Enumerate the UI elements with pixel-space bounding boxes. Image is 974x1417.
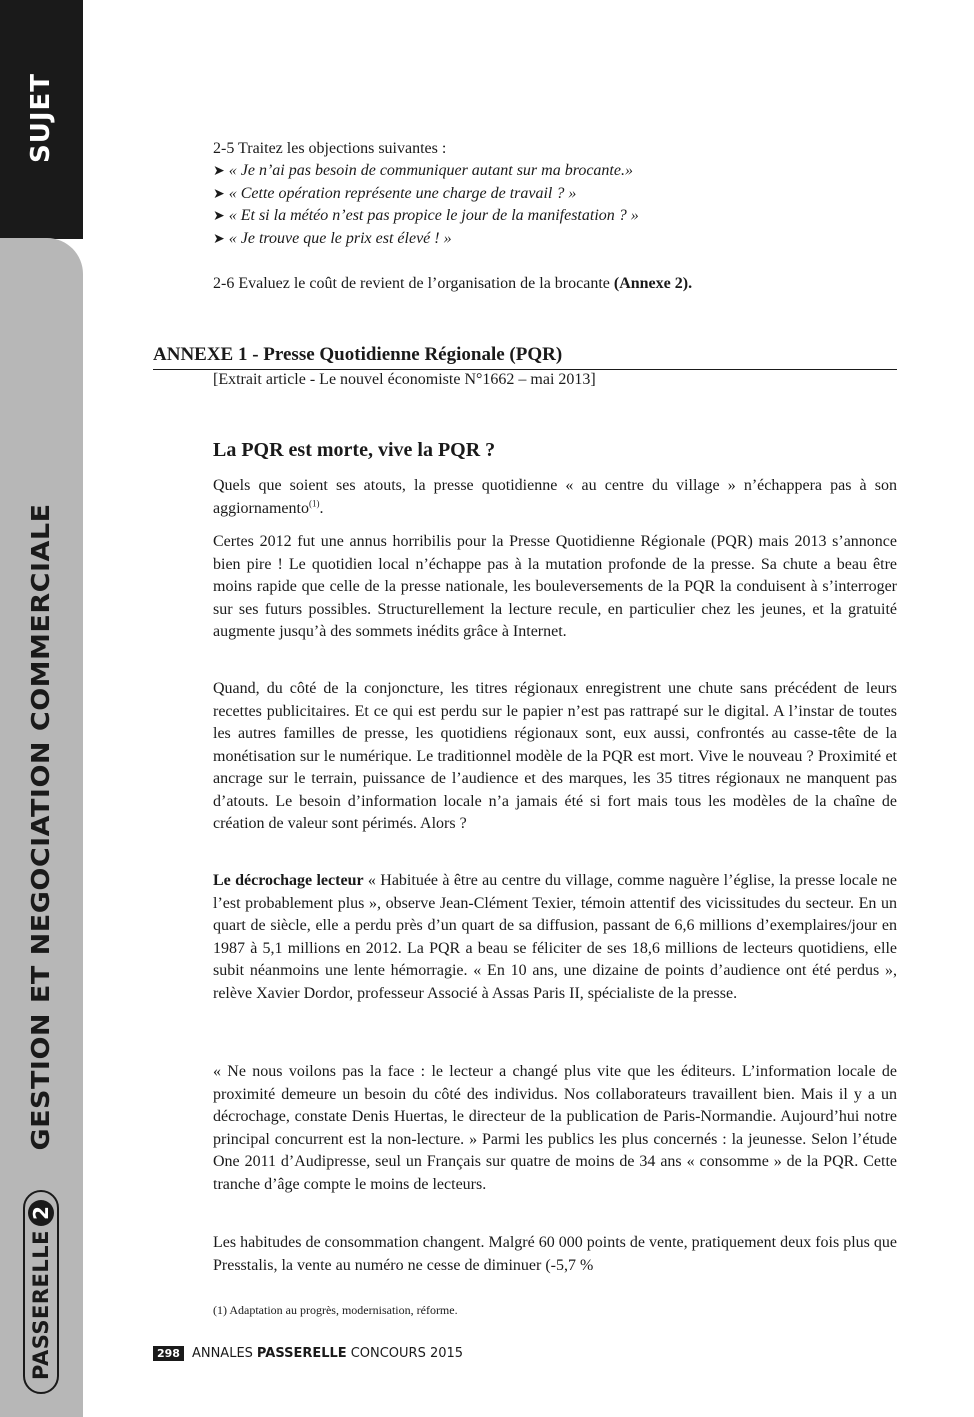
arrow-bullet-icon: ➤ <box>213 231 225 247</box>
logo-text: PASSERELLE <box>29 1230 53 1380</box>
paragraph-lead: Le décrochage lecteur <box>213 872 364 889</box>
question-2-6: 2-6 Evaluez le coût de revient de l’organisation de la brocante (Annexe 2). <box>213 275 693 292</box>
logo-number: 2 <box>28 1200 54 1226</box>
article-paragraph-3: Quand, du côté de la conjoncture, les titres régionaux enregistrent une chute sans précédent de leurs recettes publicitaires. Et ce qui est perdu sur le papier n’est pas rattrapé sur le digital. A l’instar de toutes les autres familles de presse, les quotidiens régionaux sont, eux aussi, confrontés au casse-tête de la monétisation sur le numérique. Le traditionnel modèle de la PQR est mort. Vive le nouveau ? Proximité et ancrage sur le terrain, puissance de l’audience et des marques, les 35 titres régionaux ne manquent pas d’atouts. Le besoin d’information locale n’a jamais été si fort mais tous les modèles de la chaîne de création de valeur sont périmés. Alors ? <box>213 680 897 832</box>
footer-text-before: ANNALES <box>191 1346 253 1361</box>
footer-brand: PASSERELLE <box>256 1346 347 1361</box>
footnote: (1) Adaptation au progrès, modernisation, réforme. <box>213 1303 458 1317</box>
annexe-source: [Extrait article - Le nouvel économiste N°1662 – mai 2013] <box>213 371 596 388</box>
footer-text-after: CONCOURS 2015 <box>350 1346 464 1361</box>
objection-item: ➤ « Cette opération représente une charge de travail ? » <box>213 185 577 202</box>
article-title: La PQR est morte, vive la PQR ? <box>213 439 496 461</box>
objection-item: ➤ « Et si la météo n’est pas propice le jour de la manifestation ? » <box>213 207 639 224</box>
article-paragraph-1: Quels que soient ses atouts, la presse quotidienne « au centre du village » n’échappera pas à son aggiornamento$^{(1)}$. <box>213 477 897 517</box>
objection-item: ➤ « Je trouve que le prix est élevé ! » <box>213 230 452 247</box>
page-number: 298 <box>153 1346 184 1361</box>
passerelle-logo <box>23 1190 59 1394</box>
logo-frame <box>23 1190 59 1394</box>
article-paragraph-2: Certes 2012 fut une annus horribilis pour la Presse Quotidienne Régionale (PQR) mais 2013 s’annonce bien pire ! Le quotidien local n’échappe pas à la mutation profonde de la presse. Sa chute a beau être moins rapide que celle de la presse nationale, les bouleversements de la PQR la conduisent à s’interroger sur ses futurs possibles. Structurellement la lecture recule, en particulier chez les jeunes, et la gratuité augmente jusqu’à des sommets inédits grâce à Internet. <box>213 533 897 640</box>
page-footer <box>153 1346 463 1361</box>
arrow-bullet-icon: ➤ <box>213 163 225 179</box>
annexe-title: ANNEXE 1 - Presse Quotidienne Régionale (PQR) <box>153 342 897 370</box>
sidebar-vertical-title: GESTION ET NEGOCIATION COMMERCIALE <box>26 503 56 1151</box>
article-paragraph-6: Les habitudes de consommation changent. Malgré 60 000 points de vente, pratiquement deux fois plus que Presstalis, la vente au numéro ne cesse de diminuer (-5,7 % <box>213 1234 897 1274</box>
arrow-bullet-icon: ➤ <box>213 186 225 202</box>
question-2-5-intro: 2-5 Traitez les objections suivantes : <box>213 140 447 157</box>
article-paragraph-4: Le décrochage lecteur « Habituée à être au centre du village, comme naguère l’église, la presse locale ne l’est probablement plus », observe Jean-Clément Texier, témoin attentif des vicissitudes du secteur. En un quart de siècle, elle a perdu près d’un quart de sa diffusion, passant de 6,6 millions d’exemplaires/jour en 1987 à 5,1 millions en 2012. La PQR a beau se féliciter de ses 18,6 millions de lecteurs quotidiens, elle subit néanmoins une lente hémorragie. « En 10 ans, une dizaine de points d’audience ont été perdus », relève Xavier Dordor, professeur Associé à Assas Paris II, spécialiste de la presse. <box>213 872 897 1002</box>
footnote-ref: (1) <box>308 498 320 509</box>
arrow-bullet-icon: ➤ <box>213 208 225 224</box>
sidebar-sujet-label: SUJET <box>26 72 56 164</box>
article-paragraph-5: « Ne nous voilons pas la face : le lecteur a changé plus vite que les éditeurs. L’information locale de proximité demeure un besoin du côté des individus. Nos collaborateurs travaillent bien. Mais il y a un décrochage, constate Denis Huertas, le directeur de la publication de Paris-Normandie. Aujourd’hui notre principal concurrent est la non-lecture. » Parmi les publics les plus concernés : la jeunesse. Selon l’étude One 2011 d’Audipresse, seul un Français sur quatre de moins de 34 ans « consomme » de la PQR. Cette tranche d’âge compte le moins de lecteurs. <box>213 1063 897 1193</box>
objection-item: ➤ « Je n’ai pas besoin de communiquer autant sur ma brocante.» <box>213 162 633 179</box>
